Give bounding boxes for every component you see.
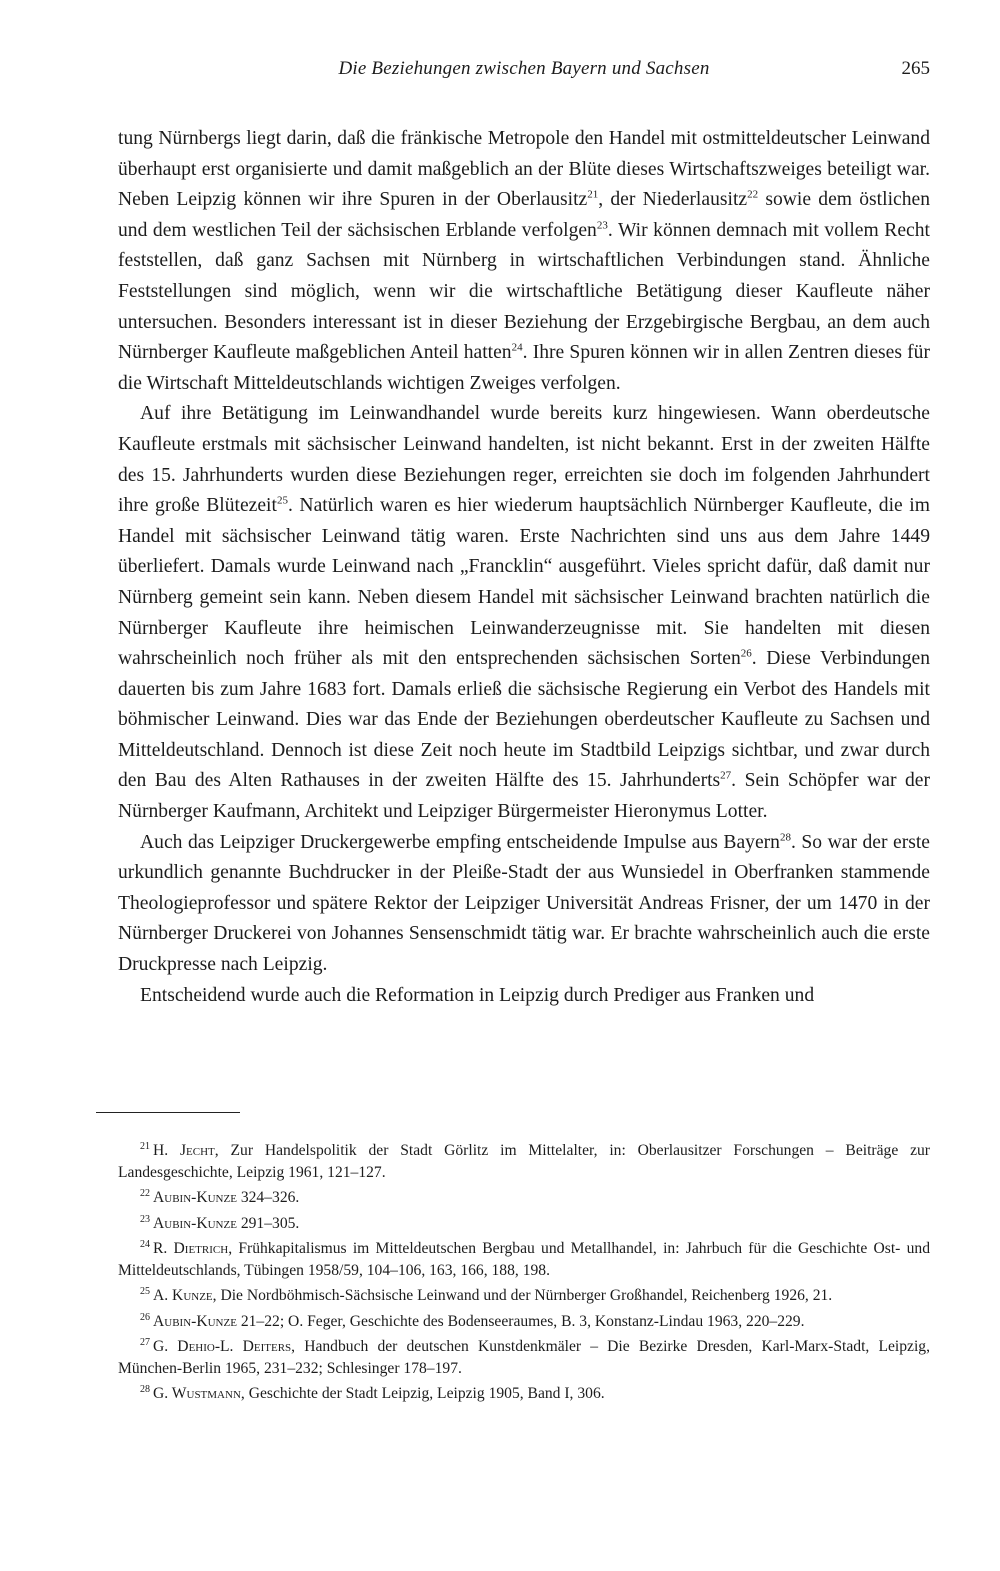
footnote-divider [96, 1112, 240, 1113]
footnote-ref-21[interactable]: 21 [587, 188, 599, 201]
footnote-author: R. Dietrich [153, 1240, 229, 1258]
footnote-author: A. Kunze [153, 1287, 213, 1305]
footnote-28 [118, 1379, 930, 1405]
footnote-ref-28[interactable]: 28 [779, 831, 791, 844]
footnote-26 [118, 1307, 930, 1333]
footnote-text: 291–305. [236, 1214, 300, 1232]
footnote-text: , Handbuch der deutschen Kunstdenkmäler – Die Bezirke Dresden, Karl-Marx-Stadt, Leipzig, München-Berlin 1965, 231–232; Schlesinger 178–197. [118, 1338, 930, 1377]
footnote-text: , Die Nordböhmisch-Sächsische Leinwand und der Nürnberger Großhandel, Reichenberg 1926, 21. [212, 1287, 833, 1305]
footnote-number: 23 [140, 1213, 150, 1225]
footnote-author: G. Dehio-L. Deiters [153, 1338, 292, 1356]
footnote-ref-24[interactable]: 24 [511, 341, 523, 354]
paragraph-3 [118, 828, 930, 981]
footnote-ref-22[interactable]: 22 [747, 188, 759, 201]
text-run: . Diese Verbindungen dauerten bis zum Jahre 1683 fort. Damals erließ die sächsische Regierung ein Verbot des Handels mit böhmischer Leinwand. Dies war das Ende der Beziehungen oberdeutscher Kaufleute zu Sachsen und Mitteldeutschland. Dennoch ist diese Zeit noch heute im Stadtbild Leipzigs sichtbar, und zwar durch den Bau des Alten Rathauses in der zweiten Hälfte des 15. Jahrhunderts [118, 648, 930, 792]
footnote-text: , Frühkapitalismus im Mitteldeutschen Bergbau und Metallhandel, in: Jahrbuch für die Geschichte Ost- und Mitteldeutschlands, Tübingen 1958/59, 104–106, 163, 166, 188, 198. [118, 1240, 930, 1279]
footnote-27 [118, 1332, 930, 1379]
text-run: Auch das Leipziger Druckergewerbe empfing entscheidende Impulse aus Bayern [140, 831, 780, 853]
footnote-ref-23[interactable]: 23 [596, 219, 608, 232]
text-run: tung Nürnbergs liegt darin, daß die fränkische Metropole den Handel mit ostmitteldeutscher Leinwand überhaupt erst organisierte und damit maßgeblich an der Blüte dieses Wirtschaftszweiges beteiligt war. Neben Leipzig können wir ihre Spuren in der Oberlausitz [118, 128, 930, 211]
footnote-author: Aubin-Kunze [153, 1189, 237, 1207]
footnote-author: Aubin-Kunze [153, 1214, 237, 1232]
text-run: . Natürlich waren es hier wiederum hauptsächlich Nürnberger Kaufleute, die im Handel mit sächsischer Leinwand tätig waren. Erste Nachrichten sind uns aus dem Jahre 1449 überliefert. Damals wurde Leinwand nach „Francklin“ ausgeführt. Vieles spricht dafür, daß damit nur Nürnberg gemeint sein kann. Neben diesem Handel mit sächsischer Leinwand brachten natürlich die Nürnberger Kaufleute ihre heimischen Leinwanderzeugnisse mit. Sie handelten mit diesen wahrscheinlich noch früher als mit den entsprechenden sächsischen Sorten [118, 495, 930, 670]
footnote-number: 26 [140, 1311, 150, 1323]
footnote-author: Aubin-Kunze [153, 1312, 237, 1330]
footnote-text: , Geschichte der Stadt Leipzig, Leipzig 1905, Band I, 306. [240, 1385, 605, 1403]
footnote-21 [118, 1136, 930, 1183]
text-run: . Sein Schöpfer war der Nürnberger Kaufmann, Architekt und Leipziger Bürgermeister Hieronymus Lotter. [118, 770, 930, 823]
text-run: . So war der erste urkundlich genannte Buchdrucker in der Pleiße-Stadt der aus Wunsiedel in Oberfranken stammende Theologieprofessor und spätere Rektor der Leipziger Universität Andreas Frisner, der um 1470 in der Nürnberger Druckerei von Johannes Sensenschmidt tätig war. Er brachte wahrscheinlich auch die erste Druckpresse nach Leipzig. [118, 831, 930, 976]
text-run: , der Niederlausitz [598, 189, 748, 211]
footnotes [118, 1136, 930, 1405]
footnote-ref-26[interactable]: 26 [740, 647, 752, 660]
text-run: . Wir können demnach mit vollem Recht feststellen, daß ganz Sachsen mit Nürnberg in wirtschaftlichen Verbindungen stand. Ähnliche Feststellungen sind möglich, wenn wir die wirtschaftliche Betätigung dieser Kaufleute näher untersuchen. Besonders interessant ist in dieser Beziehung der Erzgebirgische Bergbau, an dem auch Nürnberger Kaufleute maßgeblichen Anteil hatten [118, 219, 930, 364]
paragraph-1 [118, 124, 930, 399]
paragraph-2 [118, 399, 930, 827]
main-text [118, 124, 930, 1011]
footnote-24 [118, 1234, 930, 1281]
footnote-number: 24 [140, 1239, 150, 1251]
paragraph-4: Entscheidend wurde auch die Reformation in Leipzig durch Prediger aus Franken und [140, 984, 815, 1006]
footnote-author: G. Wustmann [153, 1385, 241, 1403]
footnote-number: 25 [140, 1286, 150, 1298]
footnote-22 [118, 1183, 930, 1209]
footnote-number: 27 [140, 1337, 150, 1349]
footnote-number: 28 [140, 1384, 150, 1396]
footnote-ref-27[interactable]: 27 [720, 769, 732, 782]
footnote-ref-25[interactable]: 25 [276, 494, 288, 507]
text-run: . Ihre Spuren können wir in allen Zentren dieses für die Wirtschaft Mitteldeutschlands wichtigen Zweiges verfolgen. [118, 342, 930, 394]
footnote-number: 22 [140, 1188, 150, 1199]
footnote-text: 324–326. [236, 1189, 300, 1207]
footnote-25 [118, 1281, 930, 1307]
footnote-23 [118, 1209, 930, 1235]
running-title: Die Beziehungen zwischen Bayern und Sachsen [338, 58, 710, 79]
page-number: 265 [901, 58, 930, 79]
footnote-author: H. Jecht [153, 1142, 215, 1160]
text-run: Auf ihre Betätigung im Leinwandhandel wurde bereits kurz hingewiesen. Wann oberdeutsche Kaufleute erstmals mit sächsischer Leinwand handelten, ist nicht bekannt. Erst in der zweiten Hälfte des 15. Jahrhunderts wurden diese Beziehungen reger, erreichten sie doch im folgenden Jahrhundert ihre große Blütezeit [118, 403, 930, 517]
page-header [118, 58, 930, 92]
footnote-text: 21–22; O. Feger, Geschichte des Bodenseeraumes, B. 3, Konstanz-Lindau 1963, 220–229. [236, 1312, 805, 1330]
footnote-number: 21 [140, 1141, 150, 1152]
text-run: sowie dem östlichen und dem westlichen Teil der sächsischen Erblande verfolgen [118, 189, 930, 241]
footnote-text: , Zur Handelspolitik der Stadt Görlitz im Mittelalter, in: Oberlausitzer Forschungen – Beiträge zur Landesgeschichte, Leipzig 1961, 121–127. [118, 1142, 930, 1181]
